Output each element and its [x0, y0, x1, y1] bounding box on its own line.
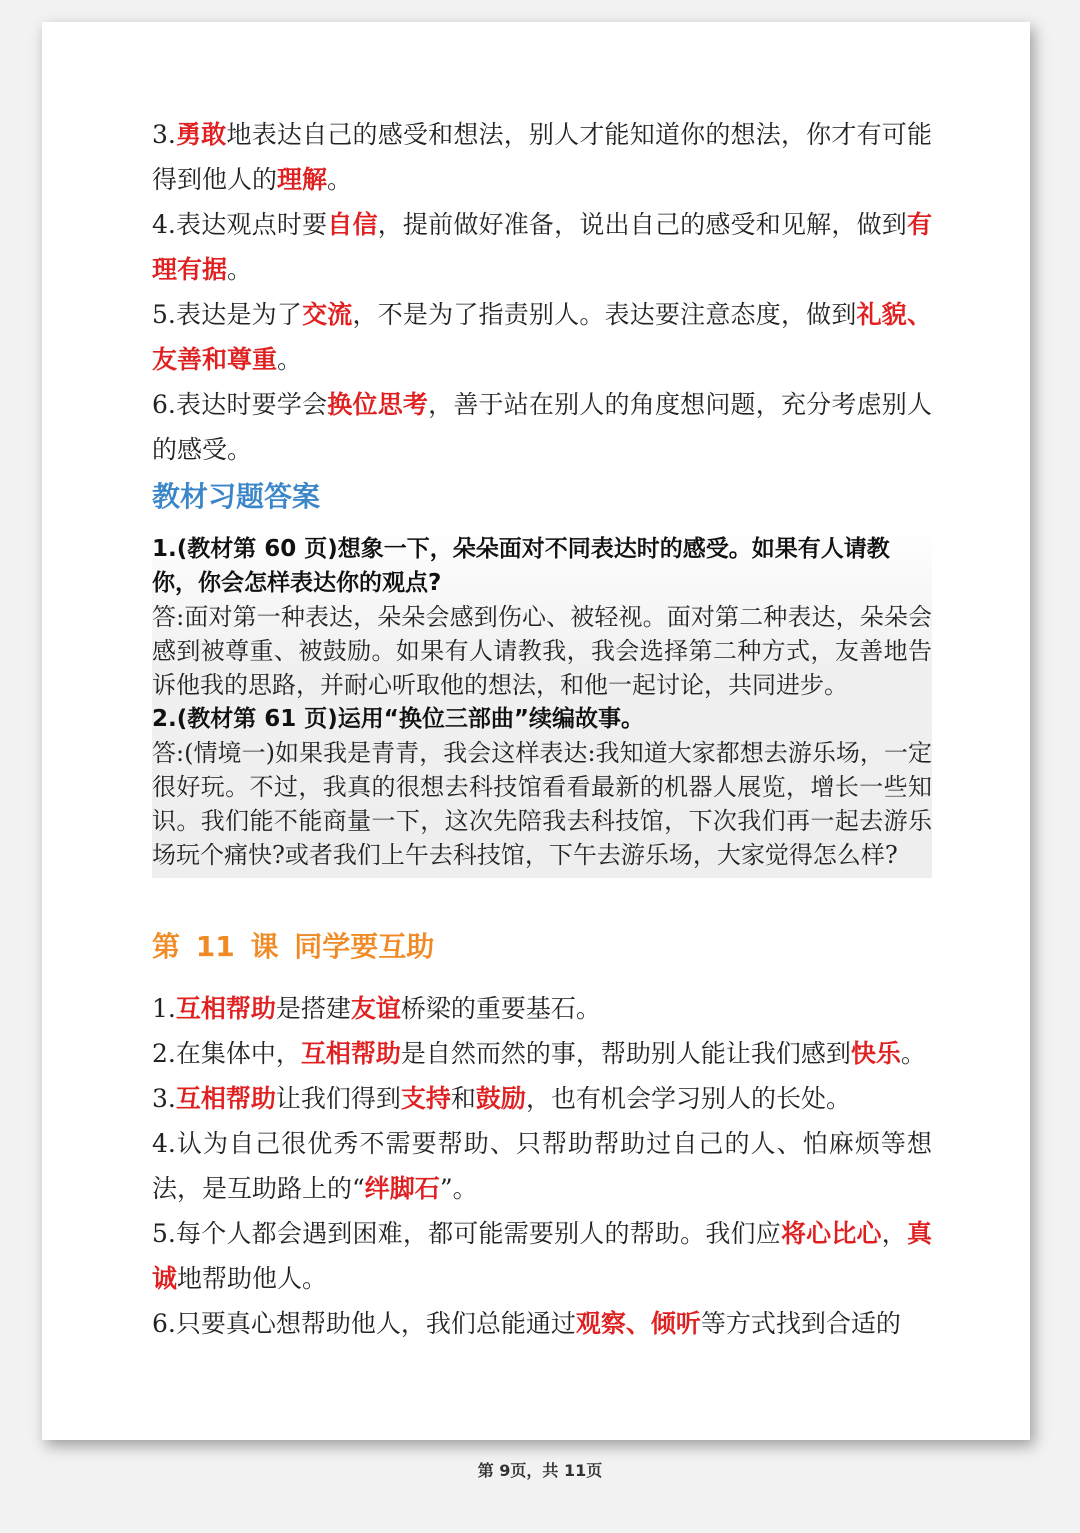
point-text: 2.在集体中， — [152, 1039, 301, 1068]
point-text: 5.表达是为了 — [152, 300, 303, 329]
highlighted-term: 友谊 — [350, 994, 401, 1023]
highlighted-term: 自信 — [327, 210, 378, 239]
point-text: ，提前做好准备，说出自己的感受和见解，做到 — [377, 210, 907, 239]
point-text: 是自然而然的事，帮助别人能让我们感到 — [400, 1039, 851, 1068]
point-text: 4.认为自己很优秀不需要帮助、只帮助帮助过自己的人、怕麻烦等想法，是互助路上的“ — [152, 1129, 932, 1203]
lesson10-point-2 — [152, 202, 932, 292]
highlighted-term: 观察、倾听 — [575, 1309, 701, 1338]
point-text: ，也有机会学习别人的长处。 — [525, 1084, 851, 1113]
lesson10-point-3 — [152, 292, 932, 382]
point-text: ，不是为了指责别人。表达要注意态度，做到 — [352, 300, 857, 329]
lesson11-point-5 — [152, 1211, 932, 1301]
highlighted-term: 鼓励 — [475, 1084, 526, 1113]
lesson10-points-list — [152, 112, 932, 472]
point-text: 1. — [152, 994, 176, 1023]
point-text: 。 — [327, 165, 353, 194]
lesson11-points-list — [152, 986, 932, 1346]
highlighted-term: 将心比心 — [780, 1219, 882, 1248]
point-text: 让我们得到 — [275, 1084, 401, 1113]
point-text: 。 — [900, 1039, 926, 1068]
highlighted-term: 理解 — [277, 165, 328, 194]
point-text: 地表达自己的感受和想法，别人才能知道你的想法，你才有可能得到他人的 — [152, 120, 932, 194]
point-text: 。 — [227, 255, 253, 284]
answers-box — [152, 526, 932, 878]
point-text: 4.表达观点时要 — [152, 210, 328, 239]
point-text: 5.每个人都会遇到困难，都可能需要别人的帮助。我们应 — [152, 1219, 781, 1248]
question-1: 1.(教材第 60 页)想象一下，朵朵面对不同表达时的感受。如果有人请教你，你会怎样表达你的观点? — [152, 536, 890, 596]
highlighted-term: 勇敢 — [175, 120, 227, 149]
lesson10-point-1 — [152, 112, 932, 202]
question-2: 2.(教材第 61 页)运用“换位三部曲”续编故事。 — [152, 706, 645, 732]
lesson11-point-4 — [152, 1121, 932, 1211]
point-text: 地帮助他人。 — [177, 1264, 328, 1293]
page-number-footer: 第 9页，共 11页 — [477, 1461, 603, 1480]
point-text: 桥梁的重要基石。 — [400, 994, 601, 1023]
lesson10-point-4 — [152, 382, 932, 472]
section-heading-answers: 教材习题答案 — [152, 480, 321, 513]
answer-2: 答:(情境一)如果我是青青，我会这样表达:我知道大家都想去游乐场，一定很好玩。不过，我真的很想去科技馆看看最新的机器人展览，增长一些知识。我们能不能商量一下，这次先陪我去科技馆，下次我们再一起去游乐场玩个痛快?或者我们上午去科技馆，下午去游乐场，大家觉得怎么样? — [152, 739, 932, 869]
point-text: 6.表达时要学会 — [152, 390, 328, 419]
point-text: ”。 — [439, 1174, 478, 1203]
highlighted-term: 真诚 — [152, 1219, 932, 1293]
point-text: 是搭建 — [275, 994, 351, 1023]
point-text: ，善于站在别人的角度想问题，充分考虑别人的感受。 — [152, 390, 932, 464]
point-text: ， — [881, 1219, 907, 1248]
lesson11-point-2 — [152, 1031, 932, 1076]
highlighted-term: 互相帮助 — [175, 994, 276, 1023]
highlighted-term: 绊脚石 — [364, 1174, 440, 1203]
highlighted-term: 支持 — [400, 1084, 451, 1113]
page-content — [152, 112, 932, 1346]
point-text: 等方式找到合适的 — [700, 1309, 901, 1338]
highlighted-term: 换位思考 — [327, 390, 429, 419]
highlighted-term: 快乐 — [850, 1039, 901, 1068]
highlighted-term: 礼貌、友善和尊重 — [152, 300, 932, 374]
lesson-title: 第 11 课 同学要互助 — [152, 930, 435, 963]
point-text: 和 — [450, 1084, 476, 1113]
answer-1: 答:面对第一种表达，朵朵会感到伤心、被轻视。面对第二种表达，朵朵会感到被尊重、被鼓励。如果有人请教我，我会选择第二种方式，友善地告诉他我的思路，并耐心听取他的想法，和他一起讨论，共同进步。 — [152, 603, 932, 699]
lesson11-point-6 — [152, 1301, 932, 1346]
document-page — [42, 22, 1030, 1440]
point-text: 。 — [277, 345, 303, 374]
highlighted-term: 互相帮助 — [175, 1084, 276, 1113]
highlighted-term: 互相帮助 — [300, 1039, 401, 1068]
point-text: 6.只要真心想帮助他人，我们总能通过 — [152, 1309, 576, 1338]
lesson11-point-1 — [152, 986, 932, 1031]
point-text: 3. — [152, 120, 176, 149]
highlighted-term: 有理有据 — [152, 210, 932, 284]
highlighted-term: 交流 — [302, 300, 353, 329]
lesson11-point-3 — [152, 1076, 932, 1121]
point-text: 3. — [152, 1084, 176, 1113]
